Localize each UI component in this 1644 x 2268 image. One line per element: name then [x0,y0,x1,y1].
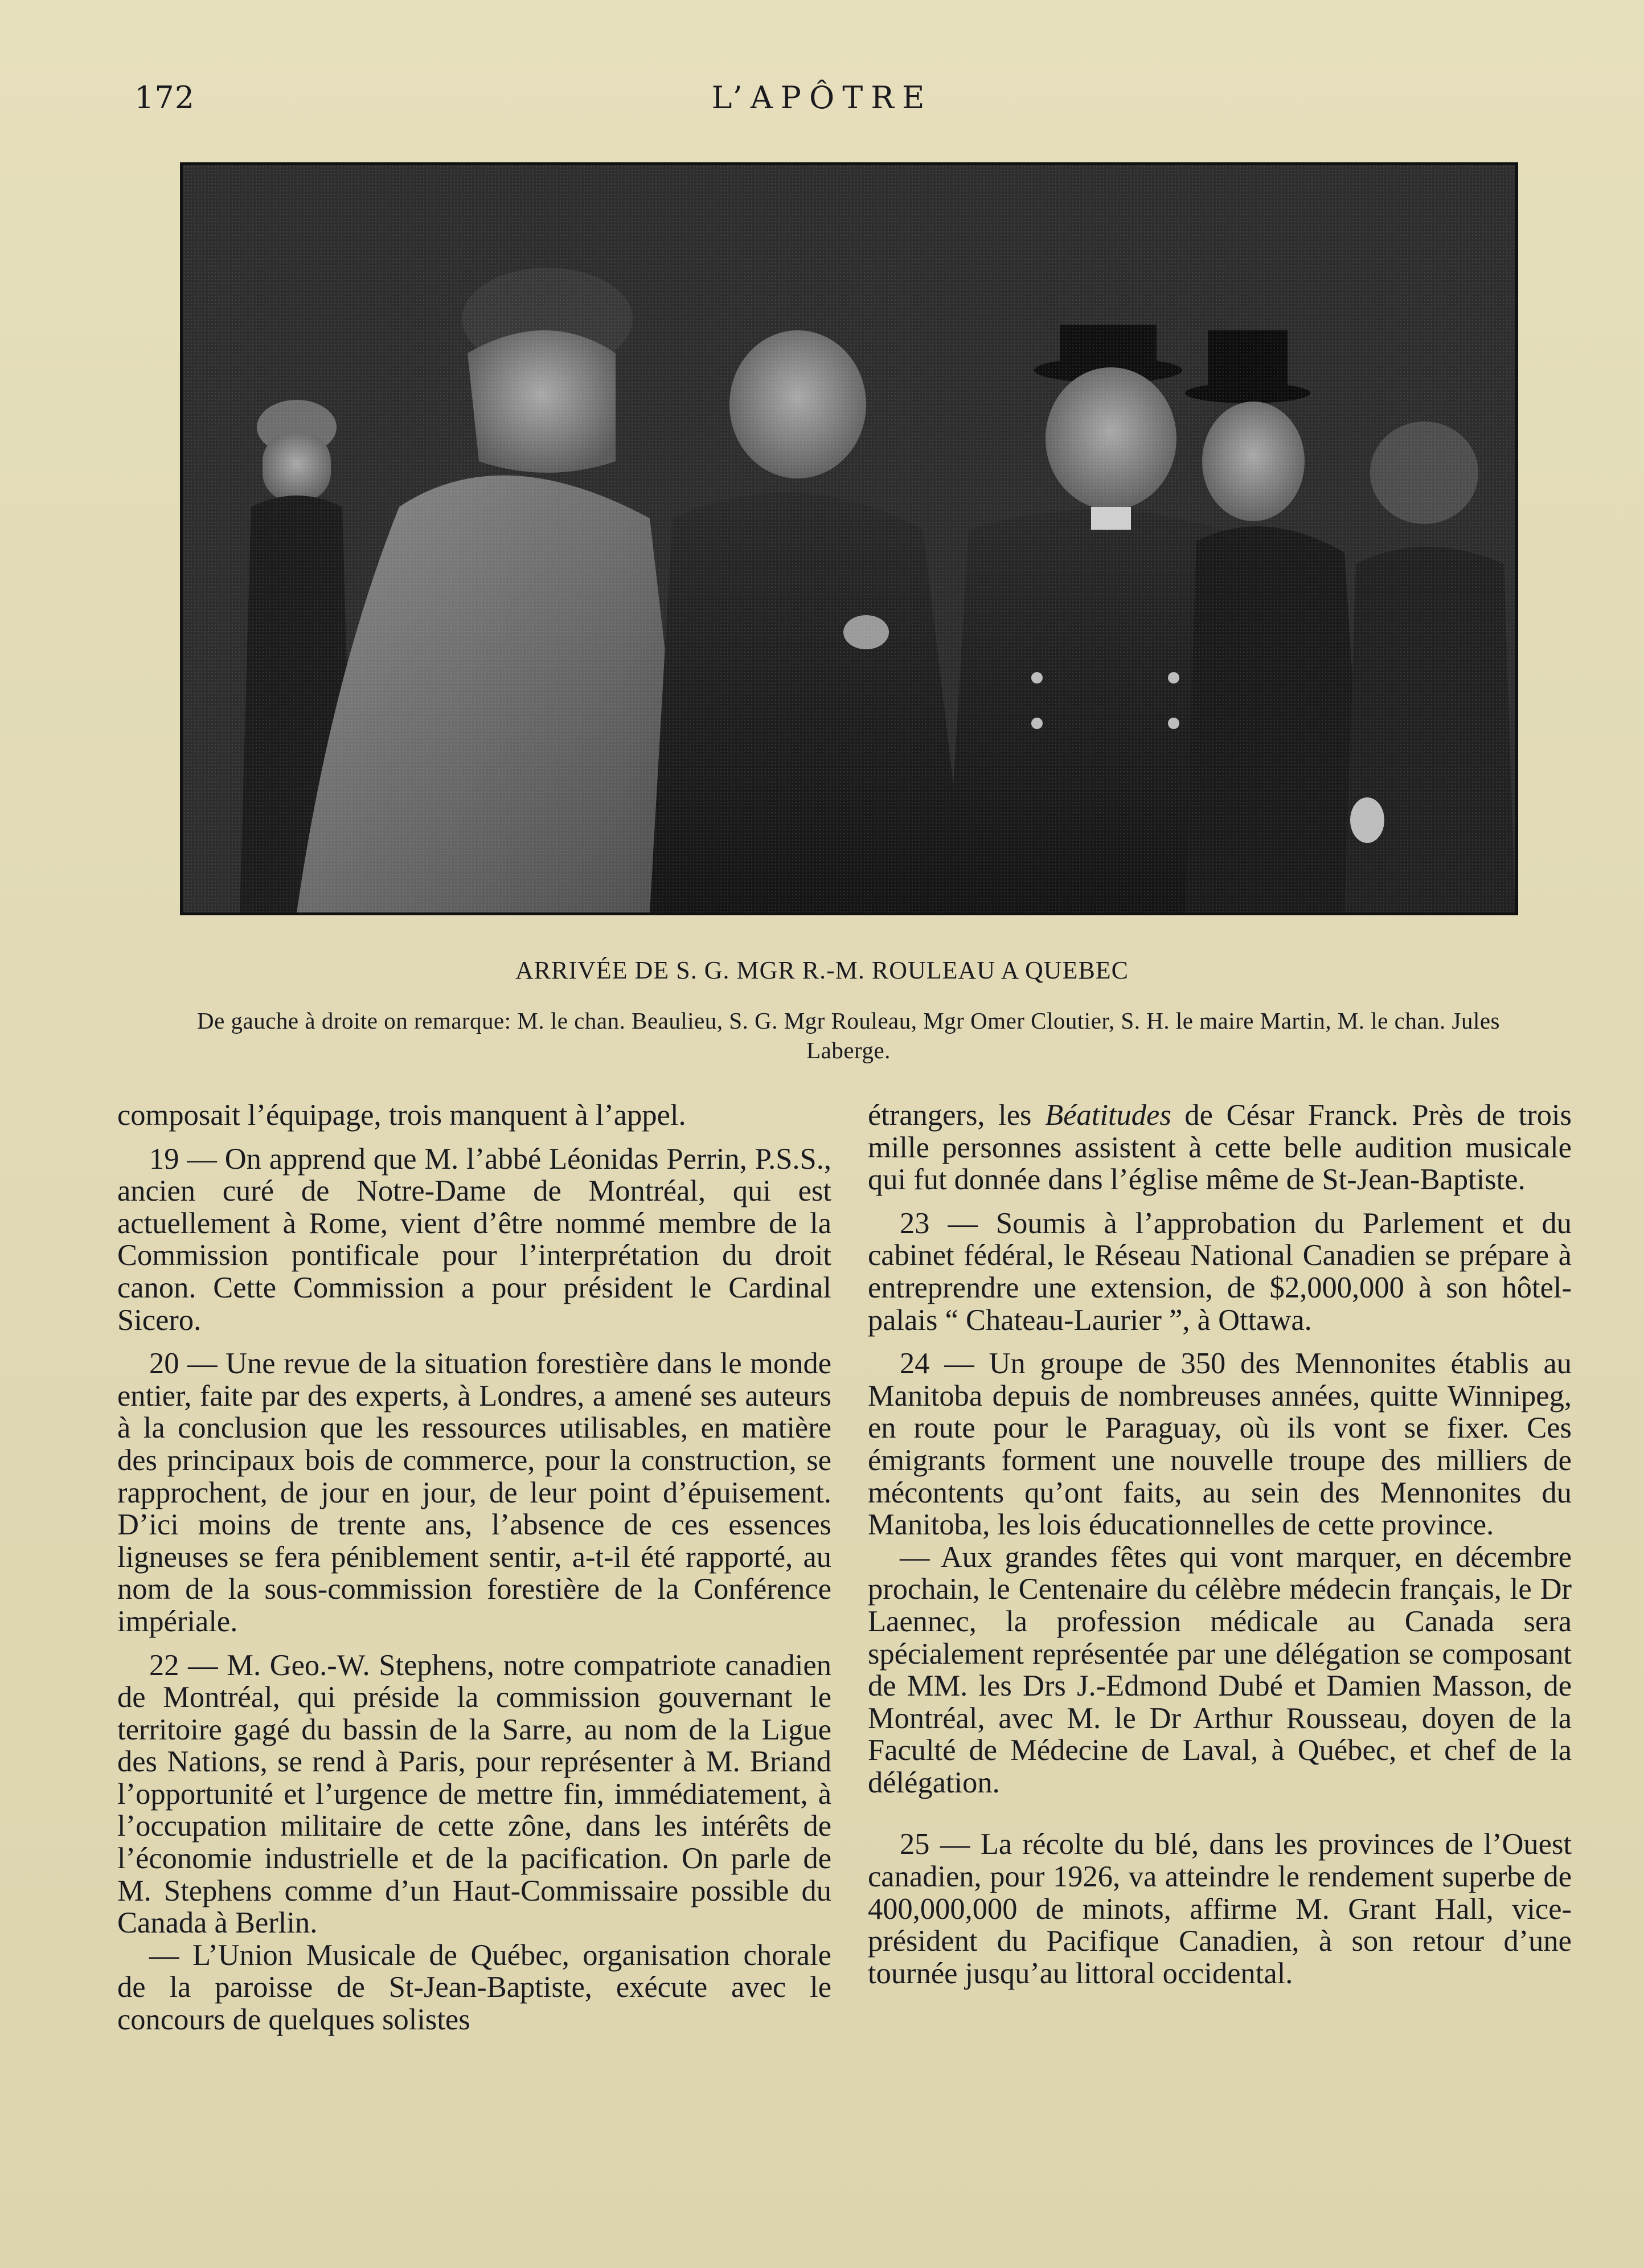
right-paragraph-4: — Aux grandes fêtes qui vont marquer, en décembre prochain, le Centenaire du célèbre médecin français, le Dr Laennec, la profession médicale au Canada sera spécialement représentée par une délégation se composant de MM. les Drs J.-Edmond Dubé et Damien Masson, de Montréal, avec M. le Dr Arthur Rousseau, doyen de la Faculté de Médecine de Laval, à Québec, et chef de la délégation. [868,1540,1572,1799]
beatitudes-title: Béatitudes [1045,1099,1171,1132]
group-photo [180,162,1518,915]
right-column [868,1099,1572,1989]
right-paragraph-1-start: étrangers, les [868,1099,1046,1132]
right-paragraph-5: 25 — La récolte du blé, dans les provinces de l’Ouest canadien, pour 1926, va atteindre le rendement superbe de 400,000,000 de minots, affirme M. Grant Hall, vice-président du Pacifique Canadien, à son retour d’une tournée jusqu’au littoral occidental. [868,1828,1572,1990]
right-paragraph-2: 23 — Soumis à l’approbation du Parlement et du cabinet fédéral, le Réseau National Canadien se prépare à entreprendre une extension, de $2,000,000 à son hôtel-palais “ Chateau-Laurier ”, à Ottawa. [868,1206,1572,1337]
running-title: L’APÔTRE [711,80,933,116]
page-number: 172 [134,80,195,116]
left-paragraph-4: 22 — M. Geo.-W. Stephens, notre compatriote canadien de Montréal, qui préside la commission gouvernant le territoire gagé du bassin de la Sarre, au nom de la Ligue des Nations, se rend à Paris, pour représenter à M. Briand l’opportunité et l’urgence de mettre fin, immédiatement, à l’occupation militaire de cette zône, dans les intérêts de l’économie industrielle et de la pacification. On parle de M. Stephens comme d’un Haut-Commissaire possible du Canada à Berlin. [117,1648,831,1940]
left-paragraph-1: composait l’équipage, trois manquent à l’appel. [117,1099,686,1132]
photo-caption-text: De gauche à droite on remarque: M. le chan. Beaulieu, S. G. Mgr Rouleau, Mgr Omer Cloutier, S. H. le maire Martin, M. le chan. Jules Laberge. [196,1008,1500,1063]
right-paragraph-1 [868,1099,1572,1196]
right-paragraph-3: 24 — Un groupe de 350 des Mennonites établis au Manitoba depuis de nombreuses années, quitte Winnipeg, en route pour le Paraguay, où ils vont se fixer. Ces émigrants forment une nouvelle troupe des milliers de mécontents qu’ont faits, au sein des Mennonites du Manitoba, les lois éducationnelles de cette province. [868,1347,1572,1542]
left-column [117,1099,831,2036]
left-paragraph-2: 19 — On apprend que M. l’abbé Léonidas Perrin, P.S.S., ancien curé de Notre-Dame de Montréal, qui est actuellement à Rome, vient d’être nommé membre de la Commission pontificale pour l’interprétation du droit canon. Cette Commission a pour président le Cardinal Sicero. [117,1142,831,1337]
left-paragraph-3: 20 — Une revue de la situation forestière dans le monde entier, faite par des experts, à Londres, a amené ses auteurs à la conclusion que les ressources utilisables, en matière des principaux bois de commerce, pour la construction, se rapprochent, de jour en jour, de leur point d’épuisement. D’ici moins de trente ans, l’absence de ces essences ligneuses se fera péniblement sentir, a-t-il été rapporté, au nom de la sous-commission forestière de la Conférence impériale. [117,1347,831,1638]
photo-of-group-arrival-icon [183,165,1515,912]
photo-caption-title: ARRIVÉE DE S. G. MGR R.-M. ROULEAU A QUEBEC [515,956,1129,984]
right-paragraph-1-end: de César Franck. Près de trois mille personnes assistent à cette belle audition musicale qui fut donnée dans l’église même de St-Jean-Baptiste. [868,1099,1572,1197]
left-paragraph-5: — L’Union Musicale de Québec, organisation chorale de la paroisse de St-Jean-Baptiste, exécute avec le concours de quelques solistes [117,1938,831,2037]
